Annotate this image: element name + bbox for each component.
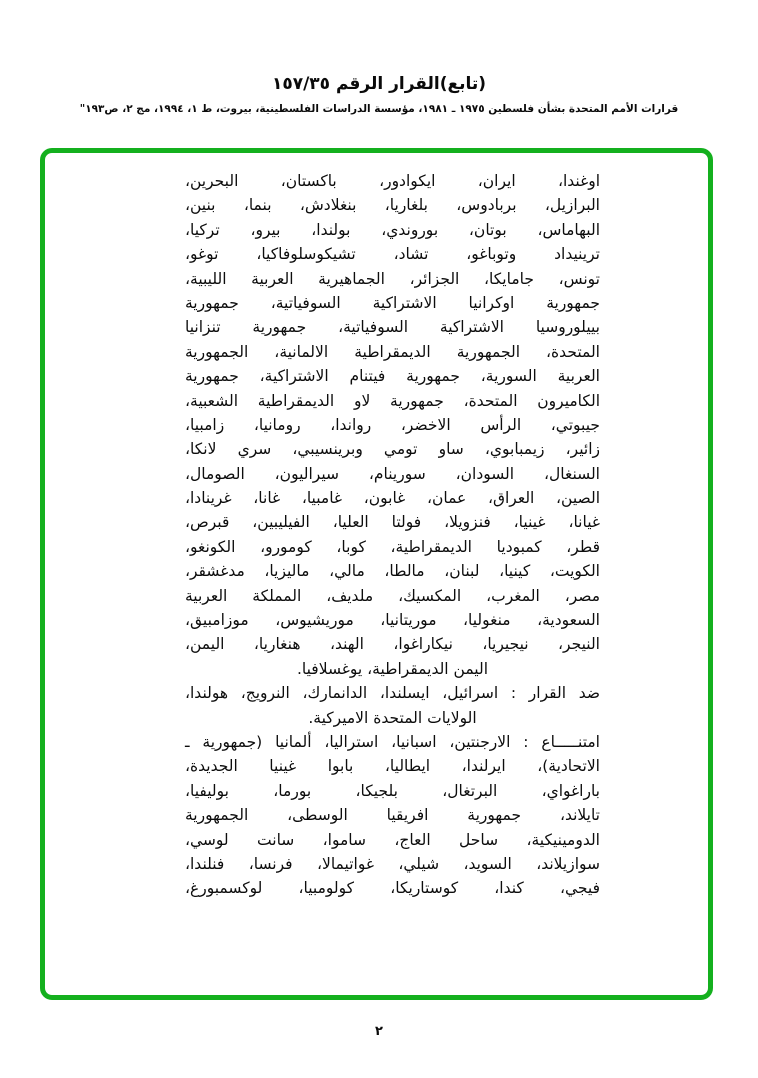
body-line: الولايات المتحدة الاميركية. [308, 708, 477, 727]
body-line: بييلوروسيا الاشتراكية السوفياتية، جمهورية تنزانيا [185, 318, 600, 337]
body-line: السنغال، السودان، سورينام، سيراليون، الصومال، [185, 464, 600, 483]
body-line: تونس، جامايكا، الجزائر، الجماهيرية العربية الليبية، [185, 269, 600, 288]
body-line: غيانا، غينيا، فنزويلا، فولتا العليا، الفيليبين، قبرص، [185, 513, 600, 532]
body-line: زائير، زيمبابوي، ساو تومي وبرينسيبي، سري لانكا، [185, 440, 600, 459]
body-line: البرازيل، بربادوس، بلغاريا، بنغلادش، بنما، بنين، [185, 196, 600, 215]
body-text [185, 169, 600, 901]
body-line: امتنـــــاع : الارجنتين، اسبانيا، استراليا، ألمانيا (جمهورية ـ [185, 732, 600, 751]
body-line: البهاماس، بوتان، بوروندي، بولندا، بيرو، تركيا، [185, 220, 600, 239]
body-line: النيجر، نيجيريا، نيكاراغوا، الهند، هنغاريا، اليمن، [185, 635, 600, 654]
body-line: تايلاند، جمهورية افريقيا الوسطى، الجمهورية [185, 806, 600, 825]
body-line: الكاميرون المتحدة، جمهورية لاو الديمقراطية الشعبية، [185, 391, 600, 410]
body-line: مصر، المغرب، المكسيك، ملديف، المملكة العربية [185, 586, 600, 605]
body-line: الصين، العراق، عمان، غابون، غامبيا، غانا، غرينادا، [185, 489, 600, 508]
body-line: جيبوتي، الرأس الاخضر، رواندا، رومانيا، زامبيا، [185, 415, 600, 434]
body-line: الاتحادية)، ايرلندا، ايطاليا، بابوا غينيا الجديدة، [185, 757, 600, 776]
source-citation: قرارات الأمم المتحدة بشأن فلسطين ١٩٧٥ ـ ١٩٨١، مؤسسة الدراسات الفلسطينية، بيروت، ط ١، ١٩٩٤، مج ٢، ص١٩٣" [79, 103, 679, 115]
body-line: جمهورية اوكرانيا الاشتراكية السوفياتية، جمهورية [185, 293, 600, 312]
body-line: الدومينيكية، ساحل العاج، ساموا، سانت لوسي، [185, 830, 600, 849]
body-line: باراغواي، البرتغال، بلجيكا، بورما، بوليفيا، [185, 781, 600, 800]
body-line: فيجي، كندا، كوستاريكا، كولومبيا، لوكسمبورغ، [185, 879, 600, 898]
body-line: الكويت، كينيا، لبنان، مالطا، مالي، ماليزيا، مدغشقر، [185, 562, 600, 581]
body-line: المتحدة، الجمهورية الديمقراطية الالمانية، الجمهورية [185, 342, 600, 361]
body-line: اليمن الديمقراطية، يوغسلافيا. [296, 659, 489, 678]
page-number: ٢ [375, 1024, 383, 1039]
body-line: سوازيلاند، السويد، شيلي، غواتيمالا، فرنسا، فنلندا، [185, 854, 600, 873]
body-line: العربية السورية، جمهورية فيتنام الاشتراكية، جمهورية [185, 367, 600, 386]
body-line: اوغندا، ايران، ايكوادور، باكستان، البحرين، [185, 172, 600, 190]
body-line: ترينيداد وتوباغو، تشاد، تشيكوسلوفاكيا، توغو، [185, 245, 600, 264]
body-line: قطر، كمبوديا الديمقراطية، كوبا، كومورو، الكونغو، [185, 537, 600, 556]
body-line: ضد القرار : اسرائيل، ايسلندا، الدانمارك، النرويج، هولندا، [185, 684, 600, 703]
body-line: السعودية، منغوليا، موريتانيا، موريشيوس، موزامبيق، [185, 611, 600, 630]
page-title: (تابع)القرار الرقم ١٥٧/٣٥ [271, 74, 487, 94]
